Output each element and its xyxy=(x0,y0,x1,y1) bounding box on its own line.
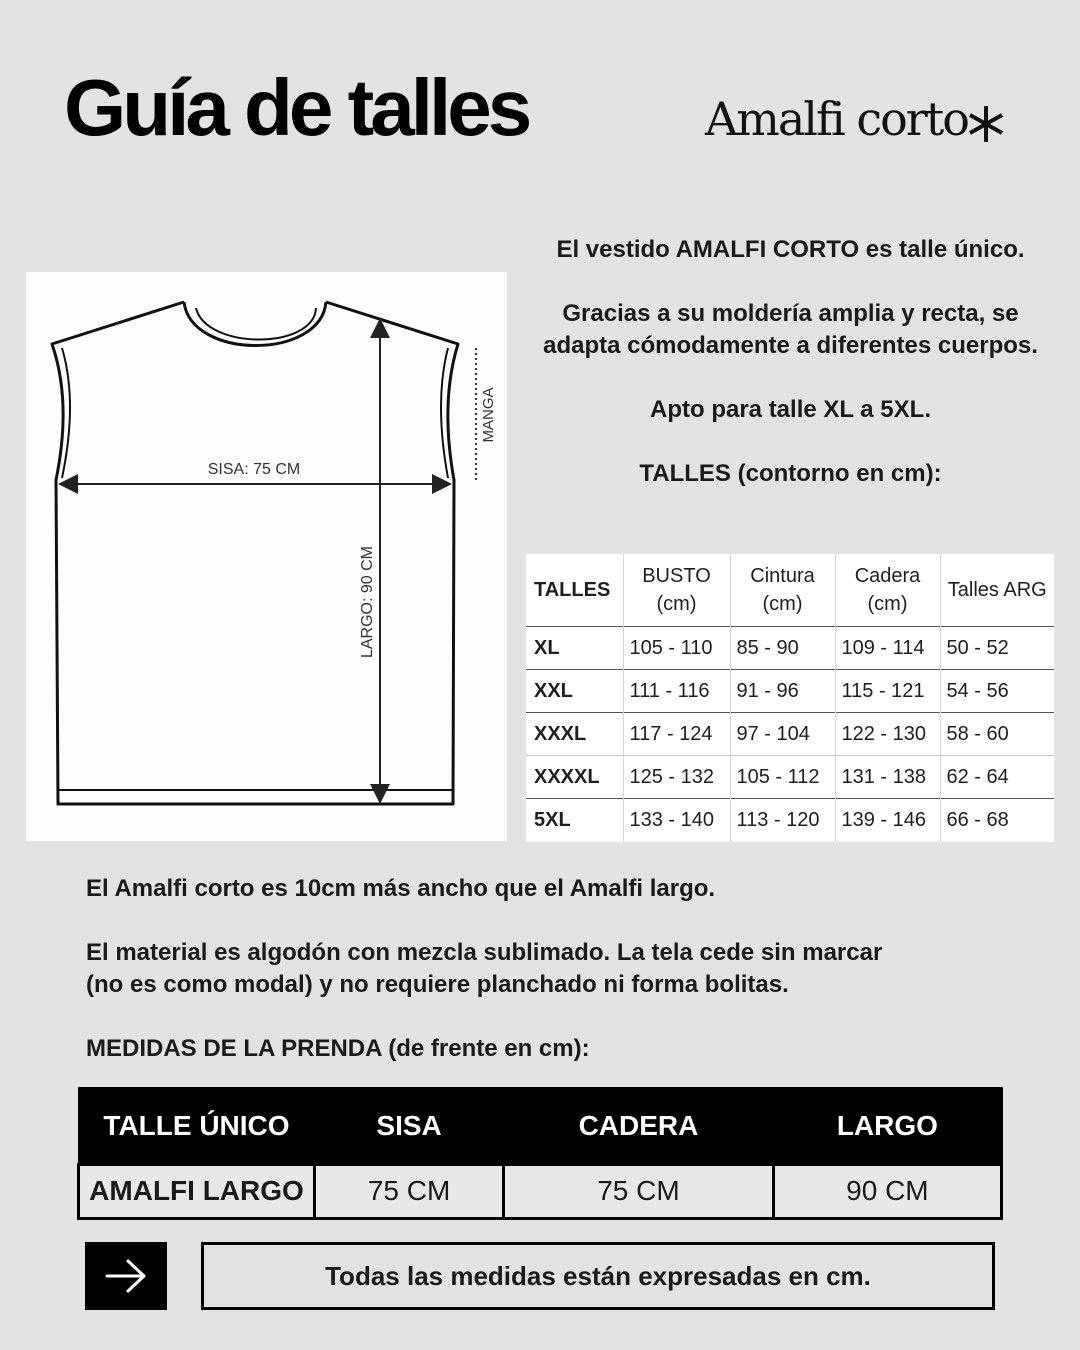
cadera-cell: 139 - 146 xyxy=(835,799,940,842)
table-row xyxy=(79,1164,1002,1218)
width-comparison-text: El Amalfi corto es 10cm más ancho que el Amalfi largo. xyxy=(86,875,716,902)
page-title: Guía de talles xyxy=(64,63,529,152)
arrow-right-icon xyxy=(104,1258,148,1294)
product-description xyxy=(528,234,1053,490)
material-text-line1: El material es algodón con mezcla sublimado. La tela cede sin marcar xyxy=(86,939,883,966)
header-cintura: Cintura (cm) xyxy=(730,554,835,627)
busto-cell: 125 - 132 xyxy=(623,756,730,799)
size-table xyxy=(526,554,1054,842)
cadera-cell: 75 CM xyxy=(504,1164,774,1218)
material-text xyxy=(86,937,986,1001)
busto-cell: 117 - 124 xyxy=(623,713,730,756)
size-range-text: Apto para talle XL a 5XL. xyxy=(650,396,931,423)
details-text xyxy=(86,873,986,1097)
measures-heading: MEDIDAS DE LA PRENDA (de frente en cm): xyxy=(86,1035,590,1062)
table-row xyxy=(526,670,1054,713)
cadera-cell: 109 - 114 xyxy=(835,627,940,670)
size-table-header-row xyxy=(526,554,1054,627)
arg-cell: 54 - 56 xyxy=(940,670,1054,713)
table-row xyxy=(526,713,1054,756)
table-row xyxy=(526,799,1054,842)
arg-cell: 62 - 64 xyxy=(940,756,1054,799)
busto-cell: 105 - 110 xyxy=(623,627,730,670)
table-row xyxy=(526,756,1054,799)
arg-cell: 66 - 68 xyxy=(940,799,1054,842)
busto-cell: 133 - 140 xyxy=(623,799,730,842)
cadera-cell: 115 - 121 xyxy=(835,670,940,713)
cintura-cell: 113 - 120 xyxy=(730,799,835,842)
material-text-line2: (no es como modal) y no requiere planchado ni forma bolitas. xyxy=(86,971,789,998)
size-cell: XXL xyxy=(526,670,623,713)
sisa-label: SISA: 75 CM xyxy=(207,461,301,478)
header-largo: LARGO xyxy=(773,1088,1001,1164)
header-cadera: CADERA xyxy=(504,1088,774,1164)
largo-cell: 90 CM xyxy=(773,1164,1001,1218)
size-cell: XXXXL xyxy=(526,756,623,799)
header-talle-unico: TALLE ÚNICO xyxy=(79,1088,315,1164)
header-cadera: Cadera (cm) xyxy=(835,554,940,627)
header-talles-arg: Talles ARG xyxy=(940,554,1054,627)
size-table-heading: TALLES (contorno en cm): xyxy=(639,460,942,487)
arg-cell: 58 - 60 xyxy=(940,713,1054,756)
garment-diagram-svg xyxy=(26,272,507,841)
cintura-cell: 85 - 90 xyxy=(730,627,835,670)
units-note xyxy=(201,1242,995,1310)
cintura-cell: 97 - 104 xyxy=(730,713,835,756)
busto-cell: 111 - 116 xyxy=(623,670,730,713)
asterisk-icon xyxy=(966,104,1006,144)
header-sisa: SISA xyxy=(315,1088,504,1164)
garment-measures-table xyxy=(77,1087,1003,1220)
garment-diagram xyxy=(26,272,507,841)
cintura-cell: 91 - 96 xyxy=(730,670,835,713)
cadera-cell: 131 - 138 xyxy=(835,756,940,799)
size-cell: XL xyxy=(526,627,623,670)
garment-outline xyxy=(52,302,458,804)
cadera-cell: 122 - 130 xyxy=(835,713,940,756)
size-cell: 5XL xyxy=(526,799,623,842)
header-talles: TALLES xyxy=(534,579,611,601)
measure-header-row xyxy=(79,1088,1002,1164)
cintura-cell: 105 - 112 xyxy=(730,756,835,799)
next-button[interactable] xyxy=(85,1242,167,1310)
units-note-text: Todas las medidas están expresadas en cm. xyxy=(325,1260,871,1291)
sisa-cell: 75 CM xyxy=(315,1164,504,1218)
product-name: Amalfi corto xyxy=(705,92,968,146)
one-size-text: El vestido AMALFI CORTO es talle único. xyxy=(556,236,1025,263)
manga-label: MANGA xyxy=(480,387,497,443)
largo-label: LARGO: 90 CM xyxy=(359,545,376,659)
arg-cell: 50 - 52 xyxy=(940,627,1054,670)
model-cell: AMALFI LARGO xyxy=(79,1164,315,1218)
size-cell: XXXL xyxy=(526,713,623,756)
header-busto: BUSTO (cm) xyxy=(623,554,730,627)
table-row xyxy=(526,627,1054,670)
fit-text: Gracias a su moldería amplia y recta, se adapta cómodamente a diferentes cuerpos. xyxy=(543,300,1038,359)
